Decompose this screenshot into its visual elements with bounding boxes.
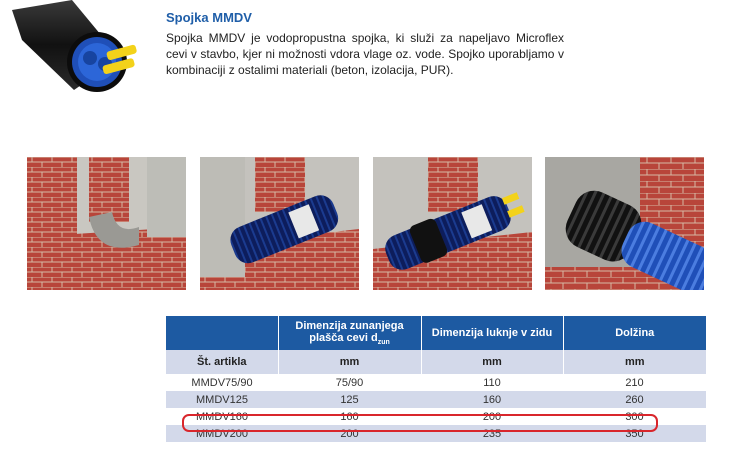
table-cell: 125 [278, 391, 421, 408]
table-cell: MMDV125 [166, 391, 278, 408]
table-cell: 110 [421, 374, 563, 391]
table-cell: 160 [278, 408, 421, 425]
header-outer-dimension-sub: zun [377, 339, 390, 347]
table-header-row [166, 316, 706, 350]
table-cell: 260 [563, 391, 706, 408]
table-row [166, 391, 706, 408]
header-outer-dimension-label: Dimenzija zunanjega plašča cevi d [295, 319, 404, 344]
header-hole-dimension: Dimenzija luknje v zidu [421, 316, 563, 350]
table-cell: 200 [421, 408, 563, 425]
table-cell: 235 [421, 425, 563, 442]
table-cell: 210 [563, 374, 706, 391]
header-outer-dimension [278, 316, 421, 350]
installation-photo-closeup [545, 157, 704, 290]
table-cell: 200 [278, 425, 421, 442]
unit-cell: mm [278, 350, 421, 374]
installation-photo-pipe [373, 157, 532, 290]
row-highlight-outline [182, 414, 658, 432]
table-cell: 350 [563, 425, 706, 442]
table-cell: MMDV160 [166, 408, 278, 425]
unit-cell: mm [563, 350, 706, 374]
table-unit-row [166, 350, 706, 374]
table-cell: 160 [421, 391, 563, 408]
header-empty [166, 316, 278, 350]
unit-cell: mm [421, 350, 563, 374]
installation-photo-coupling [200, 157, 359, 290]
product-image [2, 0, 152, 100]
product-description: Spojka MMDV je vodopropustna spojka, ki služi za napeljavo Microflex cevi v stavbo, kjer ni možnosti vdora vlage oz. vode. Spojko uporabljamo v kombinaciji z ostalimi materiali (beton, izolacija, PUR). [166, 31, 564, 77]
table-row [166, 374, 706, 391]
table-cell: MMDV200 [166, 425, 278, 442]
installation-photo-hole [27, 157, 186, 290]
unit-cell: Št. artikla [166, 350, 278, 374]
table-cell: MMDV75/90 [166, 374, 278, 391]
product-title: Spojka MMDV [166, 10, 252, 25]
table-cell: 75/90 [278, 374, 421, 391]
header-length: Dolžina [563, 316, 706, 350]
table-cell: 300 [563, 408, 706, 425]
